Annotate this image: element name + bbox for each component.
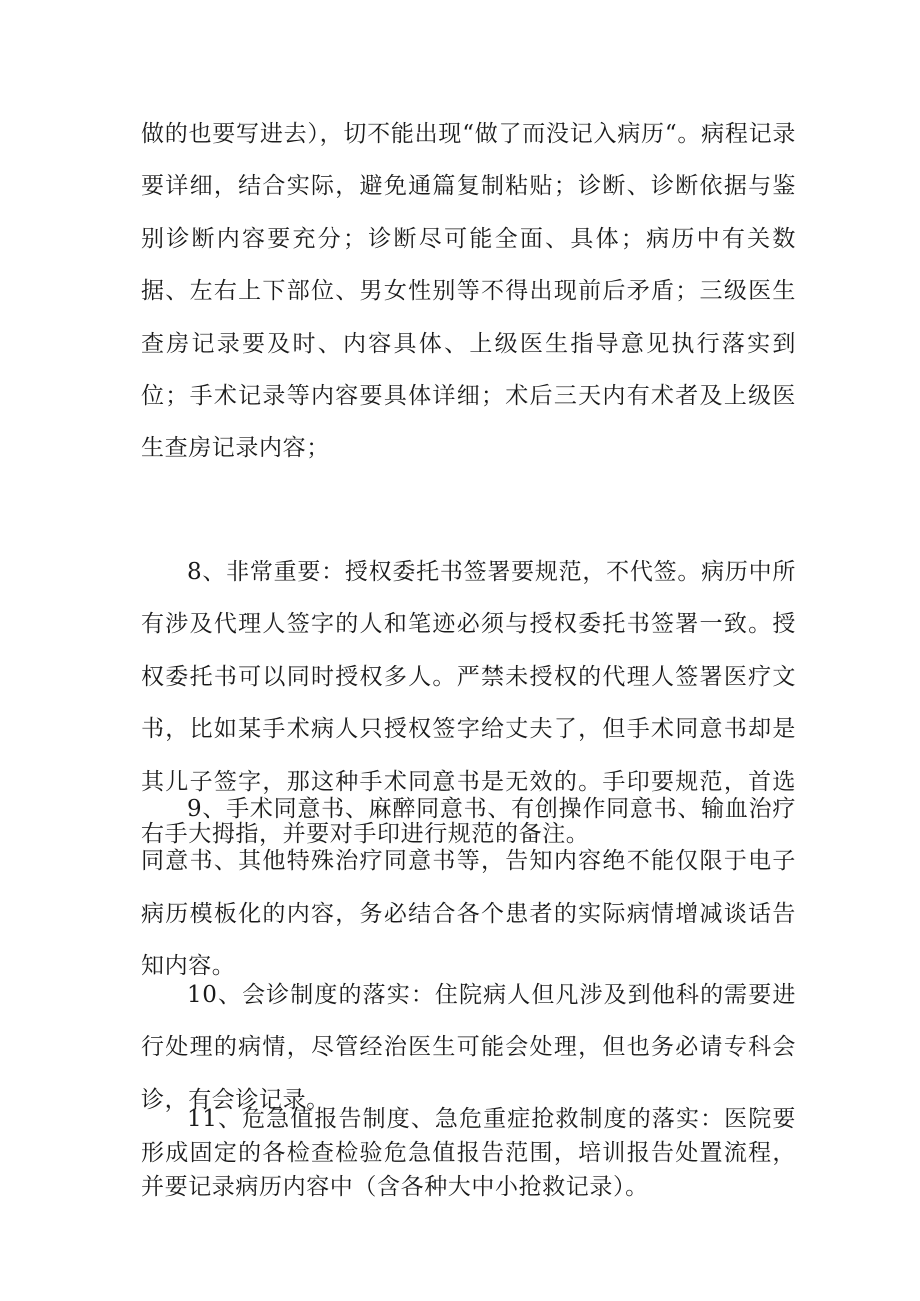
paragraph-item-11-critical-values: 11、危急值报告制度、急危重症抢救制度的落实：医院要形成固定的各检查检验危急值报告范围，培训报告处置流程，并要记录病历内容中（含各种大中小抢救记录）。	[141, 1106, 796, 1200]
paragraph-item-10-consultation: 10、会诊制度的落实：住院病人但凡涉及到他科的需要进行处理的病情，尽管经治医生可能会处理，但也务必请专科会诊，有会诊记录。	[141, 982, 796, 1113]
paragraph-item-9-consent-forms: 9、手术同意书、麻醉同意书、有创操作同意书、输血治疗同意书、其他特殊治疗同意书等，告知内容绝不能仅限于电子病历模板化的内容，务必结合各个患者的实际病情增减谈话告知内容。	[141, 796, 796, 980]
paragraph-medical-record-details: 做的也要写进去），切不能出现“做了而没记入病历“。病程记录要详细，结合实际，避免通篇复制粘贴；诊断、诊断依据与鉴别诊断内容要充分；诊断尽可能全面、具体；病历中有关数据、左右上下部位、男女性别等不得出现前后矛盾；三级医生查房记录要及时、内容具体、上级医生指导意见执行落实到位；手术记录等内容要具体详细；术后三天内有术者及上级医生查房记录内容；	[141, 121, 796, 462]
paragraph-item-8-authorization: 8、非常重要：授权委托书签署要规范，不代签。病历中所有涉及代理人签字的人和笔迹必须与授权委托书签署一致。授权委托书可以同时授权多人。严禁未授权的代理人签署医疗文书，比如某手术病人只授权签字给丈夫了，但手术同意书却是其儿子签字，那这种手术同意书是无效的。手印要规范，首选右手大拇指，并要对手印进行规范的备注。	[141, 559, 796, 848]
